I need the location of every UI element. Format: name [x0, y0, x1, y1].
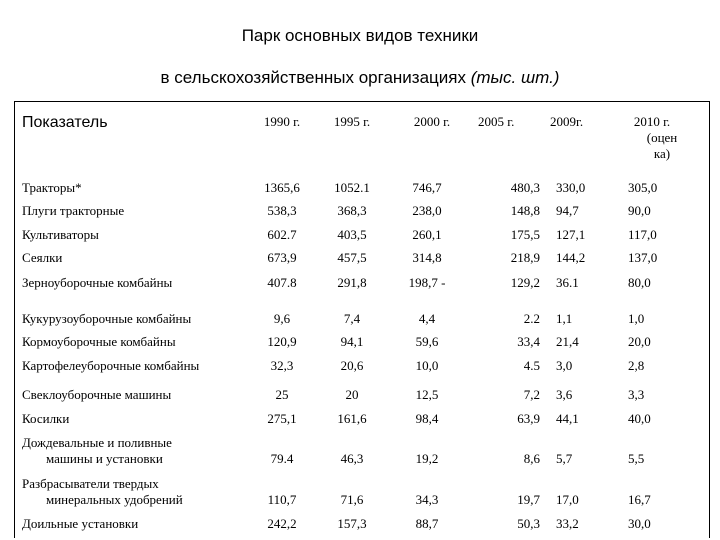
row-value: 98,4: [415, 411, 439, 426]
row-label: Доильные установки: [22, 516, 139, 531]
header-year-2005: 2005 г.: [478, 114, 515, 129]
row-label: Плуги тракторные: [22, 203, 125, 218]
header-year-1990: 1990 г.: [263, 114, 301, 129]
row-value: 88,7: [415, 516, 439, 531]
row-value: 4.5: [523, 358, 540, 373]
row-label: Дождевальные и поливные: [22, 435, 172, 450]
row-value: 1365,6: [264, 180, 300, 195]
title-unit: (тыс. шт.): [470, 68, 560, 87]
row-value: 218,9: [510, 250, 540, 265]
row-value: 457,5: [337, 250, 367, 265]
row-value: 12,5: [415, 387, 439, 402]
row-label: Культиваторы: [22, 227, 99, 242]
row-value: 5,5: [628, 451, 645, 466]
row-value: 3,3: [628, 387, 645, 402]
row-value: 94,7: [556, 203, 579, 218]
row-label: машины и установки: [46, 451, 163, 466]
header-year-2010-line1: 2010 г.: [633, 114, 671, 129]
row-value: 71,6: [340, 492, 364, 507]
row-value: 21,4: [556, 334, 579, 349]
row-value: 260,1: [412, 227, 442, 242]
row-value: 36.1: [556, 275, 579, 290]
row-value: 137,0: [628, 250, 658, 265]
row-value: 127,1: [556, 227, 586, 242]
row-label: Свеклоуборочные машины: [22, 387, 172, 402]
row-value: 79.4: [270, 451, 294, 466]
row-value: 538,3: [267, 203, 297, 218]
row-value: 144,2: [556, 250, 586, 265]
header-year-1995: 1995 г.: [333, 114, 371, 129]
row-value: 7,4: [343, 311, 361, 326]
row-value: 330,0: [556, 180, 586, 195]
row-value: 5,7: [556, 451, 573, 466]
row-value: 80,0: [628, 275, 651, 290]
row-value: 242,2: [267, 516, 297, 531]
row-value: 314,8: [412, 250, 442, 265]
row-value: 30,0: [628, 516, 651, 531]
row-value: 291,8: [337, 275, 367, 290]
row-value: 129,2: [510, 275, 540, 290]
row-label: Косилки: [22, 411, 70, 426]
header-year-2010-line3: ка): [653, 146, 671, 161]
row-value: 32,3: [270, 358, 294, 373]
row-value: 33,4: [517, 334, 540, 349]
row-value: 40,0: [628, 411, 651, 426]
row-value: 746,7: [412, 180, 442, 195]
row-value: 673,9: [267, 250, 297, 265]
row-value: 198,7 -: [408, 275, 446, 290]
row-value: 368,3: [337, 203, 367, 218]
row-value: 46,3: [340, 451, 364, 466]
row-label: Кукурузоуборочные комбайны: [22, 311, 192, 326]
row-value: 110,7: [267, 492, 297, 507]
row-value: 1,1: [556, 311, 573, 326]
row-label: Зерноуборочные комбайны: [22, 275, 173, 290]
row-label: Кормоуборочные комбайны: [22, 334, 176, 349]
row-value: 2.2: [523, 311, 540, 326]
row-value: 50,3: [517, 516, 540, 531]
title-line-2: [0, 68, 720, 88]
row-value: 602.7: [267, 227, 297, 242]
row-value: 20,6: [340, 358, 364, 373]
header-year-2010-line2: (оцен: [646, 130, 678, 145]
row-value: 4,4: [418, 311, 436, 326]
row-value: 10,0: [415, 358, 439, 373]
row-value: 3,0: [556, 358, 573, 373]
header-indicator: Показатель: [22, 114, 108, 131]
row-value: 9,6: [273, 311, 291, 326]
row-value: 403,5: [337, 227, 367, 242]
row-value: 33,2: [556, 516, 579, 531]
title-line-2-main: в сельскохозяйственных организациях: [160, 68, 471, 87]
row-value: 161,6: [337, 411, 367, 426]
row-value: 20,0: [628, 334, 651, 349]
row-label: Сеялки: [22, 250, 63, 265]
row-value: 44,1: [556, 411, 579, 426]
row-value: 59,6: [415, 334, 439, 349]
row-value: 120,9: [267, 334, 297, 349]
row-value: 148,8: [510, 203, 540, 218]
row-value: 480,3: [510, 180, 540, 195]
row-value: 275,1: [267, 411, 297, 426]
row-value: 157,3: [337, 516, 367, 531]
title-line-1: Парк основных видов техники: [241, 26, 479, 45]
row-value: 8,6: [523, 451, 540, 466]
row-value: 305,0: [628, 180, 658, 195]
row-value: 20: [345, 387, 359, 402]
row-value: 16,7: [628, 492, 651, 507]
row-value: 2,8: [628, 358, 645, 373]
row-value: 7,2: [523, 387, 540, 402]
row-value: 63,9: [517, 411, 540, 426]
row-value: 94,1: [340, 334, 364, 349]
row-value: 19,2: [415, 451, 439, 466]
row-label: Тракторы*: [22, 180, 82, 195]
row-label: Разбрасыватели твердых: [22, 476, 159, 491]
row-label: Картофелеуборочные комбайны: [22, 358, 200, 373]
row-value: 19,7: [517, 492, 540, 507]
header-year-2000: 2000 г.: [413, 114, 451, 129]
header-year-2009: 2009г.: [550, 114, 584, 129]
row-value: 17,0: [556, 492, 579, 507]
row-value: 25: [275, 387, 289, 402]
row-value: 90,0: [628, 203, 651, 218]
row-value: 238,0: [412, 203, 442, 218]
row-value: 117,0: [628, 227, 657, 242]
row-value: 1052.1: [334, 180, 370, 195]
row-value: 1,0: [628, 311, 645, 326]
row-value: 407.8: [267, 275, 297, 290]
row-value: 3,6: [556, 387, 573, 402]
row-label: минеральных удобрений: [46, 492, 183, 507]
row-value: 175,5: [510, 227, 540, 242]
row-value: 34,3: [415, 492, 439, 507]
